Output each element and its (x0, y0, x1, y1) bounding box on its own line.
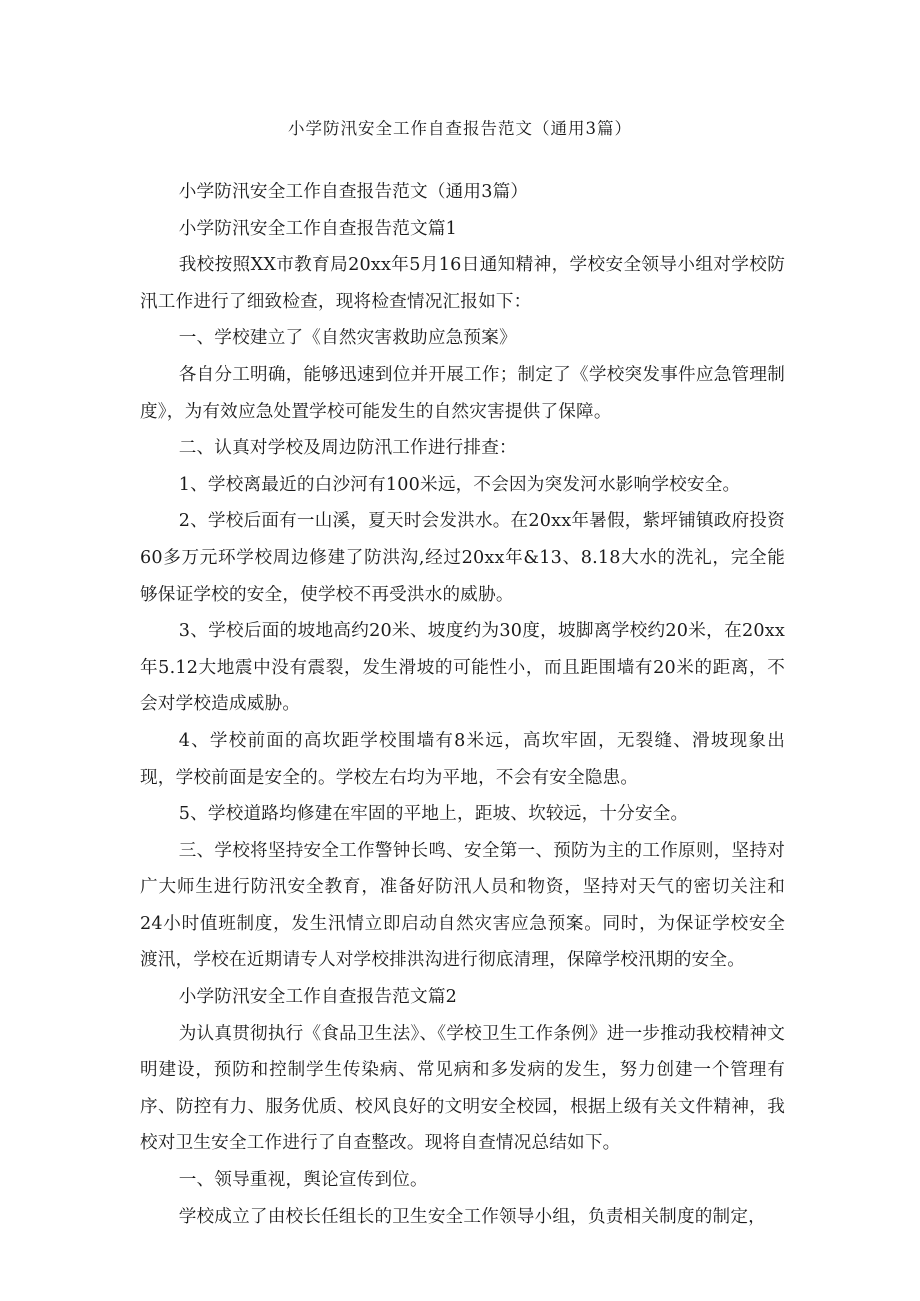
paragraph: 2、学校后面有一山溪，夏天时会发洪水。在20xx年暑假，紫坪铺镇政府投资60多万元环学校周边修建了防洪沟,经过20xx年&13、8.18大水的洗礼，完全能够保证学校的安全，使学校不再受洪水的威胁。 (140, 511, 785, 605)
paragraph: 各自分工明确，能够迅速到位并开展工作；制定了《学校突发事件应急管理制度》，为有效应急处置学校可能发生的自然灾害提供了保障。 (140, 364, 785, 422)
section-heading-1: 小学防汛安全工作自查报告范文篇1 (178, 218, 458, 239)
section-heading-2: 小学防汛安全工作自查报告范文篇2 (178, 987, 458, 1008)
paragraph: 为认真贯彻执行《食品卫生法》、《学校卫生工作条例》进一步推动我校精神文明建设，预防和控制学生传染病、常见病和多发病的发生，努力创建一个管理有序、防控有力、服务优质、校风良好的文明安全校园，根据上级有关文件精神，我校对卫生安全工作进行了自查整改。现将自查情况总结如下。 (140, 1023, 785, 1154)
paragraph: 4、学校前面的高坎距学校围墙有8米远，高坎牢固，无裂缝、滑坡现象出现，学校前面是安全的。学校左右均为平地，不会有安全隐患。 (140, 730, 785, 788)
paragraph: 二、认真对学校及周边防汛工作进行排查： (178, 438, 517, 459)
paragraph: 3、学校后面的坡地高约20米、坡度约为30度，坡脚离学校约20米，在20xx年5.12大地震中没有震裂，发生滑坡的可能性小，而且距围墙有20米的距离，不会对学校造成威胁。 (140, 621, 785, 715)
paragraph: 1、学校离最近的白沙河有100米远，不会因为突发河水影响学校安全。 (178, 474, 741, 495)
document-title: 小学防汛安全工作自查报告范文（通用3篇） (288, 119, 632, 138)
paragraph: 三、学校将坚持安全工作警钟长鸣、安全第一、预防为主的工作原则，坚持对广大师生进行防汛安全教育，准备好防汛人员和物资，坚持对天气的密切关注和24小时值班制度，发生汛情立即启动自然灾害应急预案。同时，为保证学校安全渡汛，学校在近期请专人对学校排洪沟进行彻底清理，保障学校汛期的安全。 (140, 840, 785, 971)
paragraph: 学校成立了由校长任组长的卫生安全工作领导小组，负责相关制度的制定， (178, 1206, 766, 1227)
paragraph: 一、领导重视，舆论宣传到位。 (178, 1170, 428, 1191)
paragraph: 5、学校道路均修建在牢固的平地上，距坡、坎较远，十分安全。 (178, 804, 689, 825)
subtitle-line: 小学防汛安全工作自查报告范文（通用3篇） (178, 182, 529, 202)
document-body (140, 174, 785, 1235)
paragraph: 一、学校建立了《自然灾害救助应急预案》 (178, 328, 517, 349)
paragraph: 我校按照XX市教育局20xx年5月16日通知精神，学校安全领导小组对学校防汛工作进行了细致检查，现将检查情况汇报如下： (140, 255, 785, 312)
